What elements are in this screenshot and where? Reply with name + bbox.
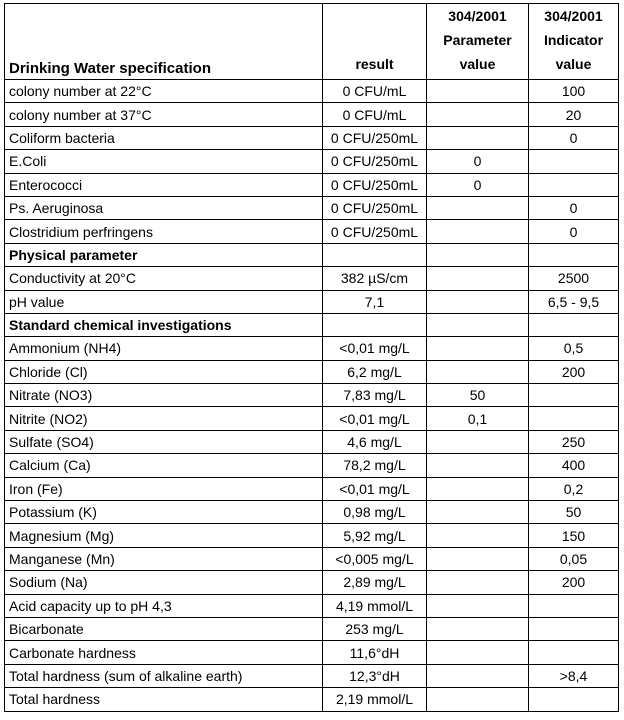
- table-row: [5, 196, 619, 219]
- row-label: Chloride (Cl): [5, 360, 323, 383]
- result-cell: 382 µS/cm: [323, 267, 427, 290]
- row-label: Sulfate (SO4): [5, 430, 323, 453]
- header-row: [5, 4, 619, 80]
- row-label: pH value: [5, 290, 323, 313]
- result-cell: 6,2 mg/L: [323, 360, 427, 383]
- result-cell: 0,98 mg/L: [323, 501, 427, 524]
- indicator-value-cell: 50: [529, 501, 619, 524]
- result-cell: 0 CFU/mL: [323, 80, 427, 103]
- indicator-value-cell: >8,4: [529, 664, 619, 687]
- indicator-value-cell: 150: [529, 524, 619, 547]
- row-label: Total hardness: [5, 688, 323, 711]
- table-row: [5, 454, 619, 477]
- row-label: Conductivity at 20°C: [5, 267, 323, 290]
- parameter-value-cell: [427, 290, 529, 313]
- parameter-value-cell: [427, 313, 529, 336]
- indicator-value-cell: 200: [529, 360, 619, 383]
- parameter-value-cell: [427, 103, 529, 126]
- row-label: colony number at 22°C: [5, 80, 323, 103]
- table-row: [5, 501, 619, 524]
- parameter-value-cell: 50: [427, 384, 529, 407]
- result-cell: [323, 243, 427, 266]
- table-row: [5, 290, 619, 313]
- indicator-value-cell: [529, 594, 619, 617]
- table-row: [5, 360, 619, 383]
- row-label: Acid capacity up to pH 4,3: [5, 594, 323, 617]
- table-row: [5, 407, 619, 430]
- table-row: [5, 337, 619, 360]
- indicator-value-cell: [529, 641, 619, 664]
- result-cell: 7,83 mg/L: [323, 384, 427, 407]
- parameter-value-cell: [427, 337, 529, 360]
- table-row: [5, 267, 619, 290]
- result-cell: 2,19 mmol/L: [323, 688, 427, 711]
- result-cell: <0,005 mg/L: [323, 547, 427, 570]
- section-header-row: [5, 313, 619, 336]
- result-cell: 2,89 mg/L: [323, 571, 427, 594]
- result-cell: 0 CFU/250mL: [323, 220, 427, 243]
- indicator-value-cell: 250: [529, 430, 619, 453]
- result-cell: 0 CFU/250mL: [323, 126, 427, 149]
- parameter-value-cell: [427, 571, 529, 594]
- table-row: [5, 571, 619, 594]
- indicator-value-cell: 0,5: [529, 337, 619, 360]
- result-column-header: result: [323, 4, 427, 80]
- parameter-value-cell: [427, 664, 529, 687]
- row-label: Nitrite (NO2): [5, 407, 323, 430]
- parameter-header-line-1: 304/2001: [448, 8, 507, 24]
- water-spec-table: [4, 3, 619, 712]
- indicator-value-cell: 0: [529, 126, 619, 149]
- table-row: [5, 103, 619, 126]
- result-cell: 5,92 mg/L: [323, 524, 427, 547]
- table-title: Drinking Water specification: [5, 4, 323, 80]
- indicator-value-cell: 400: [529, 454, 619, 477]
- row-label: Nitrate (NO3): [5, 384, 323, 407]
- indicator-value-cell: 0: [529, 220, 619, 243]
- section-header-row: [5, 243, 619, 266]
- table-row: [5, 384, 619, 407]
- parameter-value-cell: [427, 524, 529, 547]
- indicator-value-cell: 0,2: [529, 477, 619, 500]
- table-row: [5, 594, 619, 617]
- parameter-value-cell: [427, 477, 529, 500]
- parameter-value-cell: [427, 617, 529, 640]
- result-cell: <0,01 mg/L: [323, 407, 427, 430]
- indicator-header-line-3: value: [555, 56, 592, 72]
- parameter-value-cell: [427, 196, 529, 219]
- table-row: [5, 150, 619, 173]
- table-row: [5, 617, 619, 640]
- row-label: Physical parameter: [5, 243, 323, 266]
- table-row: [5, 173, 619, 196]
- row-label: Bicarbonate: [5, 617, 323, 640]
- indicator-value-cell: [529, 173, 619, 196]
- parameter-value-cell: [427, 243, 529, 266]
- result-cell: 253 mg/L: [323, 617, 427, 640]
- parameter-value-cell: [427, 360, 529, 383]
- row-label: Manganese (Mn): [5, 547, 323, 570]
- parameter-value-cell: 0,1: [427, 407, 529, 430]
- parameter-value-cell: [427, 641, 529, 664]
- result-cell: 0 CFU/250mL: [323, 173, 427, 196]
- result-cell: 12,3°dH: [323, 664, 427, 687]
- indicator-value-cell: [529, 407, 619, 430]
- indicator-value-cell: 0,05: [529, 547, 619, 570]
- parameter-value-cell: [427, 594, 529, 617]
- parameter-value-cell: [427, 220, 529, 243]
- table-row: [5, 547, 619, 570]
- indicator-value-cell: [529, 688, 619, 711]
- table-row: [5, 126, 619, 149]
- row-label: Calcium (Ca): [5, 454, 323, 477]
- table-row: [5, 641, 619, 664]
- table-row: [5, 664, 619, 687]
- indicator-value-cell: 0: [529, 196, 619, 219]
- indicator-header-line-2: Indicator: [543, 32, 604, 48]
- table-row: [5, 688, 619, 711]
- parameter-header-line-2: Parameter: [443, 32, 512, 48]
- row-label: Coliform bacteria: [5, 126, 323, 149]
- parameter-value-cell: [427, 454, 529, 477]
- parameter-value-cell: [427, 547, 529, 570]
- table-row: [5, 477, 619, 500]
- row-label: Iron (Fe): [5, 477, 323, 500]
- indicator-value-cell: [529, 243, 619, 266]
- row-label: Standard chemical investigations: [5, 313, 323, 336]
- row-label: colony number at 37°C: [5, 103, 323, 126]
- row-label: Ammonium (NH4): [5, 337, 323, 360]
- row-label: Magnesium (Mg): [5, 524, 323, 547]
- indicator-value-cell: 6,5 - 9,5: [529, 290, 619, 313]
- row-label: Ps. Aeruginosa: [5, 196, 323, 219]
- result-cell: 7,1: [323, 290, 427, 313]
- indicator-value-cell: 20: [529, 103, 619, 126]
- indicator-header-line-1: 304/2001: [544, 8, 603, 24]
- indicator-value-cell: 2500: [529, 267, 619, 290]
- table-row: [5, 430, 619, 453]
- parameter-value-cell: 0: [427, 173, 529, 196]
- row-label: Total hardness (sum of alkaline earth): [5, 664, 323, 687]
- indicator-value-cell: [529, 617, 619, 640]
- result-cell: <0,01 mg/L: [323, 337, 427, 360]
- result-cell: 4,19 mmol/L: [323, 594, 427, 617]
- parameter-header-line-3: value: [459, 56, 496, 72]
- row-label: Carbonate hardness: [5, 641, 323, 664]
- parameter-value-cell: [427, 501, 529, 524]
- parameter-value-cell: 0: [427, 150, 529, 173]
- result-cell: 78,2 mg/L: [323, 454, 427, 477]
- result-cell: 0 CFU/250mL: [323, 150, 427, 173]
- row-label: E.Coli: [5, 150, 323, 173]
- indicator-column-header: [529, 4, 619, 80]
- result-cell: <0,01 mg/L: [323, 477, 427, 500]
- indicator-value-cell: [529, 150, 619, 173]
- row-label: Potassium (K): [5, 501, 323, 524]
- parameter-column-header: [427, 4, 529, 80]
- parameter-value-cell: [427, 267, 529, 290]
- indicator-value-cell: [529, 313, 619, 336]
- table-body: [5, 80, 619, 712]
- table-row: [5, 220, 619, 243]
- result-cell: 0 CFU/250mL: [323, 196, 427, 219]
- result-cell: 11,6°dH: [323, 641, 427, 664]
- parameter-value-cell: [427, 688, 529, 711]
- parameter-value-cell: [427, 80, 529, 103]
- table-row: [5, 80, 619, 103]
- indicator-value-cell: 100: [529, 80, 619, 103]
- parameter-value-cell: [427, 126, 529, 149]
- parameter-value-cell: [427, 430, 529, 453]
- row-label: Enterococci: [5, 173, 323, 196]
- row-label: Sodium (Na): [5, 571, 323, 594]
- table-row: [5, 524, 619, 547]
- indicator-value-cell: [529, 384, 619, 407]
- row-label: Clostridium perfringens: [5, 220, 323, 243]
- result-cell: 4,6 mg/L: [323, 430, 427, 453]
- result-cell: 0 CFU/mL: [323, 103, 427, 126]
- result-cell: [323, 313, 427, 336]
- indicator-value-cell: 200: [529, 571, 619, 594]
